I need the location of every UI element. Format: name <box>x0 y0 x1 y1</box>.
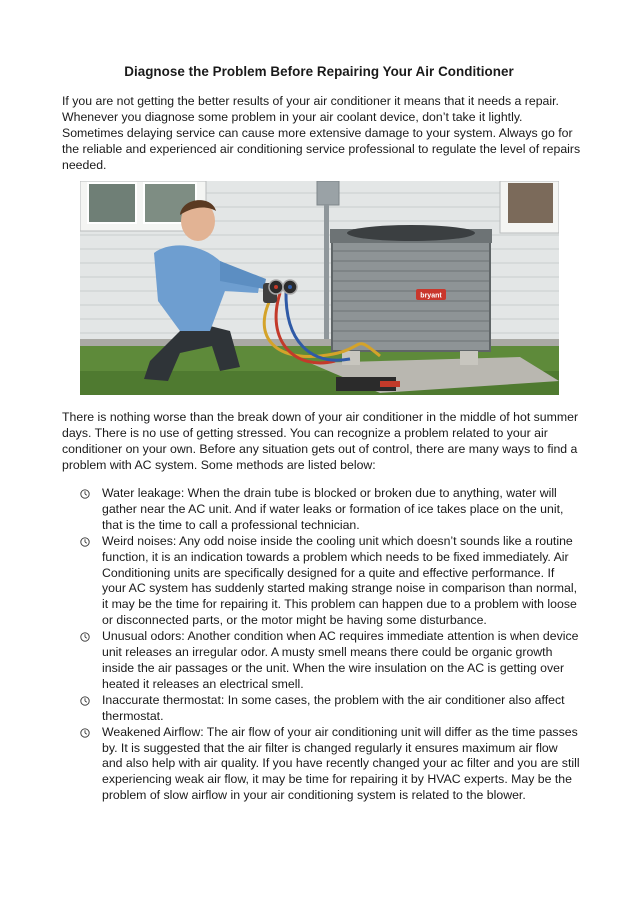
clock-bullet-icon <box>80 728 90 738</box>
intro-paragraph: If you are not getting the better results of your air conditioner it means that it needs a repair. Whenever you diagnose some problem in your air coolant device, don’t take it lightly. Sometimes delaying service can cause more extensive damage to your system. Always go for the reliable and experienced air conditioning service professional to regulate the level of repairs needed. <box>62 94 581 172</box>
list-item-text: Unusual odors: Another condition when AC requires immediate attention is when device unit releases an irregular odor. A musty smell means there could be organic growth inside the air passages or the unit. When the wire insulation on the AC is getting over heated it releases an electrical smell. <box>102 629 579 691</box>
list-item-text: Water leakage: When the drain tube is blocked or broken due to anything, water will gather near the AC unit. And if water leaks or formation of ice takes place on the unit, that is the time to call a professional technician. <box>102 486 564 532</box>
list-item <box>80 693 580 725</box>
technician-servicing-ac-unit-photo <box>80 181 559 395</box>
list-item <box>80 725 580 805</box>
page-title: Diagnose the Problem Before Repairing Your Air Conditioner <box>124 64 514 79</box>
clock-bullet-icon <box>80 537 90 547</box>
clock-bullet-icon <box>80 696 90 706</box>
list-item <box>80 629 580 693</box>
brand-label: bryant <box>420 292 442 300</box>
second-paragraph: There is nothing worse than the break down of your air conditioner in the middle of hot summer days. There is no use of getting stressed. You can recognize a problem related to your air conditioner on your own. Before any situation gets out of control, there are many ways to find a problem with AC system. Some methods are listed below: <box>62 410 579 472</box>
diagnostic-methods-list <box>80 486 580 804</box>
list-item-text: Weird noises: Any odd noise inside the cooling unit which doesn’t sounds like a routine function, it is an indication towards a problem which needs to be fixed immediately. Air Conditioning units are specifically designed for a quite and effective performance. If your AC system has suddenly started making strange noise in comparison than normal, it may be the time for repairing it. This problem can happen due to a problem with loose or disconnected parts, or the motor might be having some disturbance. <box>102 533 578 628</box>
clock-bullet-icon <box>80 632 90 642</box>
list-item <box>80 486 580 534</box>
list-item <box>80 534 580 629</box>
list-item-text: Weakened Airflow: The air flow of your air conditioning unit will differ as the time passes by. It is suggested that the air filter is changed regularly it ensures maximum air flow and also help with air quality. If you have recently changed your ac filter and you are still experiencing weak air flow, it may be time for repairing it by HVAC experts. May be the problem of slow airflow in your air conditioning system is related to the blower. <box>102 724 580 803</box>
list-item-text: Inaccurate thermostat: In some cases, the problem with the air conditioner also affect thermostat. <box>102 692 565 723</box>
clock-bullet-icon <box>80 489 90 499</box>
